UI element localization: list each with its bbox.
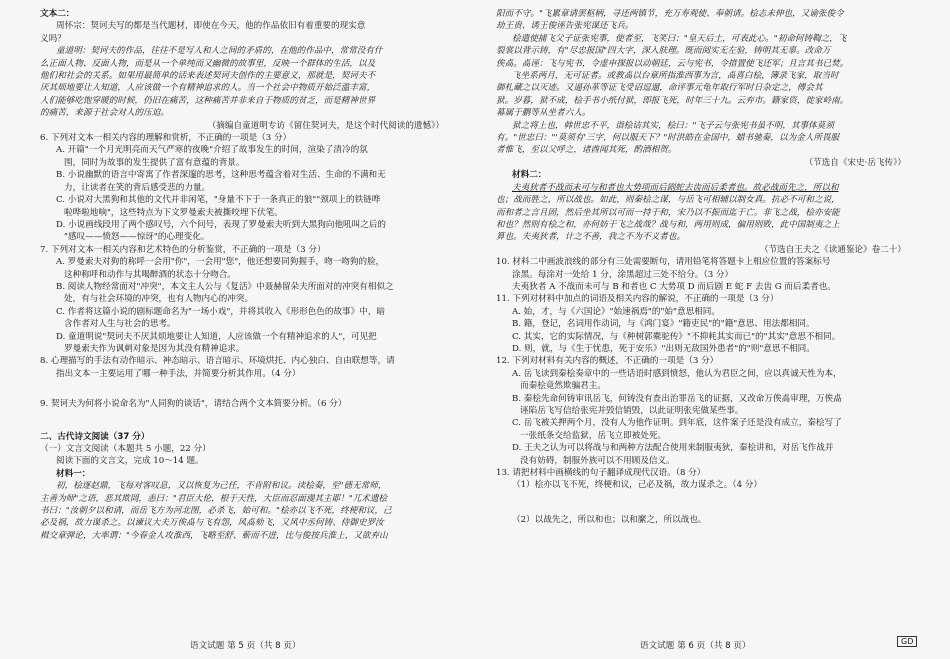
left-page-footer: 语文试题 第 5 页（共 8 页） [190, 641, 301, 651]
q8-stem-cont: 指出文本一主要运用了哪一种手法，并简要分析其作用。（4 分） [56, 368, 301, 379]
q10-marked-sentence: 夫夷狄者 A 不战而未可与 B 和者也 C 大势项 D 而后剧 E 蛇 F 去齿 G 而后柔者也。 [512, 281, 836, 292]
corner-badge: GD [897, 636, 917, 647]
q6-option-cont: 力，让读者在笑的背后感受悲的力量。 [64, 182, 211, 193]
question-8 [40, 355, 458, 380]
material1-line: 者惟飞，至以父呼之，诸酋闻其死，酌酒相贺。 [496, 145, 677, 156]
material2-line: 夫夷狄者不战而未可与和者也大势项而后剧蛇去齿而后柔者也。故必战而先之，所以和 [512, 182, 839, 193]
material2-line: 和也？然则有桧之和，亦何妨于飞之战哉？战与和，两用则成，偏用则败，此中国制夷之上 [496, 219, 840, 230]
q8-stem: 8. 心理描写的手法有动作暗示、神态暗示、语言暗示、环境烘托、内心独白、自由联想等，请 [40, 356, 395, 367]
q12-option: B. 秦桧先命何铸审讯岳飞，何铸没有查出治罪岳飞的证据，又改命万俟卨审理，万俟卨 [512, 393, 842, 404]
material1-body [40, 480, 458, 542]
material1-line: 狱。岁暮，狱不成，桧手书小纸付狱，即报飞死，时年三十九。云弃市。籍家资，徙家岭南。 [496, 95, 849, 106]
material1-line: 劫王贵、诱王俊诬告张宪谋还飞兵。 [496, 21, 634, 32]
q12-option-cont: 诬陷岳飞写信给张宪并毁信销毁，以此证明张宪做某些事。 [520, 406, 744, 416]
q7-option-cont: 含作者对人生与社会的思考。 [64, 319, 176, 330]
q7-stem: 7. 下列对文本一相关内容和艺术特色的分析鉴赏，不正确的一项是（3 分） [40, 244, 326, 255]
material1-line: 狱之将上也，韩世忠不平，诣桧诘其实，桧曰："飞子云与张宪书虽不明，其事体莫须 [512, 120, 834, 131]
material2-source: （节选自王夫之《读通鉴论》卷二十） [759, 244, 906, 255]
q11-option: C. 其实，它的实际情况，与《种树郭橐驼传》"不抑耗其实而已"的"其实"意思不相同。 [512, 331, 841, 342]
right-page-footer: 语文试题 第 6 页（共 8 页） [640, 641, 751, 651]
material1-line: 桧遣使捕飞父子证张宪事，使者至，飞笑曰："皇天后土，可表此心。"初命何铸鞫之，飞 [512, 33, 847, 44]
q13-part-2: （2）以战先之，所以和也；以和縻之，所以战也。 [512, 514, 707, 525]
q7-option: B. 阅读人物经常面对"冲突"，本文主人公与《复活》中聂赫留朵夫所面对的冲突有相似之 [56, 281, 394, 292]
question-7 [40, 244, 458, 356]
q12-option-cont: 而秦桧竟然欺骗君主。 [520, 381, 606, 392]
material1-line: 初，桧逐赵鼎，飞每对客叹息，又以恢复为己任，不肯附和议。读桧奏，至"德无常师， [56, 481, 387, 492]
section-2-heading: 二、古代诗文阅读（37 分） [40, 431, 150, 442]
q12-option-cont: 没有妨碍，制服外族可以不用顾及信义。 [520, 455, 675, 466]
text2-title: 文本二： [40, 9, 75, 19]
question-6 [40, 132, 458, 244]
q6-option: B. 小说幽默的语言中寄寓了作者深邃的思考，这种思考蕴含着对生活、生命的不满和无 [56, 170, 386, 181]
q6-option-cont: 啦哗啦地响"，这些特点为下文罗曼索夫被撕咬埋下伏笔。 [64, 207, 283, 218]
material1-line: 楫交章弹论，大率谓："今春金人攻淮西，飞略至舒、蕲而不进，比与俊按兵淮上，又欲弃山 [40, 530, 388, 541]
q7-option-cont: 处，有与社会环境的冲突，也有人物内心的冲突。 [64, 294, 254, 305]
q12-option: D. 王夫之认为可以将战与和两种方法配合使用来制服夷狄，秦桧讲和，对岳飞作战并 [512, 443, 834, 454]
reading-instructions: 阅读下面的文言文，完成 10～14 题。 [56, 456, 204, 467]
q7-option: A. 罗曼索夫对狗的称呼一会用"你"，一会用"您"，他还想要同狗握手，吻一吻狗的脸， [56, 257, 385, 268]
q6-option-cont: "感叹——愤怒——惊讶"的心理变化。 [64, 232, 210, 243]
material1-line: 幕属于鹏等从坐者六人。 [496, 108, 591, 119]
right-page-column [496, 8, 920, 526]
q11-option: D. 则，就，与《生于忧患，死于安乐》"出则无敌国外患者"的"则"意思不相同。 [512, 343, 815, 354]
material1-line: 书曰："汝朝夕以和请，而岳飞方为河北图，必杀飞，始可和。"桧亦以飞不死，终梗和议，己 [40, 506, 392, 517]
q6-option: D. 小说画线段用了两个感叹号，六个问号，表现了罗曼索夫听到大黑狗向他吼叫之后的 [56, 219, 387, 230]
text2-line: 童道明：契诃夫的作品，往往不是写人和人之间的矛盾的，在他的作品中，常常没有什 [56, 46, 383, 57]
q7-option: C. 作者将这篇小说的剧标题命名为"一场小戏"，并将其收入《形形色色的故事》中，暗 [56, 306, 386, 317]
q11-option: B. 籍，登记，名词用作动词，与《鸿门宴》"籍吏民"的"籍"意思、用法都相同。 [512, 319, 815, 330]
text2-line: 人们能够吃饱穿暖的时候，仍旧在痛苦，这种痛苦并非来自于物质的贫乏，而是精神世界 [40, 95, 376, 106]
material1-line: 御札藏之以灭迹。又逼孙革等证飞受诏逗遛，命评事元龟年取行军时日杂定之，傅会其 [496, 83, 823, 94]
text2-line: 他们和社会的关系。如果用最简单的话来表述契诃夫创作的主要意义，那就是，契诃夫不 [40, 71, 376, 82]
q6-option: A. 开篇"一个月光明亮而天气严寒的夜晚"介绍了故事发生的时间，渲染了清冷的氛 [56, 145, 368, 156]
q6-stem: 6. 下列对文本一相关内容的理解和赏析，不正确的一项是（3 分） [40, 133, 292, 144]
material1-continued [496, 8, 920, 157]
material2-line: 算也。夫夷狄者，计之不善，我之不为不义者也。 [496, 232, 686, 243]
material1-line: 必及祸，故力谋杀之。以谏议大夫万俟卨与飞有怨，风卨劾飞，又风中丞何铸、侍御史罗汝 [40, 518, 384, 529]
q11-stem: 11. 下列对材料中加点的词语及相关内容的解说，不正确的一项是（3 分） [496, 294, 779, 305]
q12-option: C. 岳飞被关押两个月，没有人为他作证明。到年底，这件案子还是没有成立，秦桧写了 [512, 418, 842, 429]
text2-line: 的痛苦，来源于社会对人的压迫。 [40, 108, 169, 119]
material2-body [496, 182, 920, 244]
q10-stem: 10. 材料二中画波浪线的部分有三处需要断句，请用铅笔将答题卡上相应位置的答案标号 [496, 257, 831, 268]
question-9: 9. 契诃夫为何将小说命名为"人同狗的谈话"，请结合两个文本简要分析。（6 分） [40, 399, 347, 410]
question-11 [496, 293, 920, 355]
section-2-1-heading: （一）文言文阅读（本题共 5 小题，22 分） [40, 444, 211, 454]
text2-line: 周怀宗：契诃夫写的都是当代题材，即使在今天，他的作品依旧有着重要的现实意 [56, 21, 366, 32]
q12-option-cont: 一张纸条交给监狱，岳飞立即被处死。 [520, 430, 667, 441]
q12-stem: 12. 下列对材料有关内容的概述，不正确的一项是（3 分） [496, 356, 719, 367]
material1-line: 阳而不守。"飞累章请罢枢柄，寻还两镇节，充万寿观使、奉朝请。桧志未伸也，又谕张俊令 [496, 9, 844, 19]
material2-line: 也；战而胜之，所以战也。如此，则秦桧之谋，与岳飞可相辅以制女真。抗必不可和之说， [496, 195, 840, 206]
q13-stem: 13. 请把材料中画横线的句子翻译成现代汉语。（8 分） [496, 468, 706, 479]
material1-title: 材料一： [56, 468, 91, 479]
q13-part-1: （1）桧亦以飞不死，终梗和议，己必及祸，故力谋杀之。（4 分） [512, 480, 762, 491]
q6-option-cont: 围，同时为故事的发生提供了富有意蕴的背景。 [64, 157, 245, 168]
text2-line: 么正面人物、反面人物，而是从一个单纯而又幽微的故事里，反映一个群体的生活，以及 [40, 58, 376, 69]
q7-option-cont: 罗曼索夫作为讽刺对象是因为其没有精神追求。 [64, 343, 245, 354]
question-12 [496, 355, 920, 467]
material1-line: 飞坐系两月，无可证者。或教卨以台章所指淮西事为言，卨喜白桧，簿录飞家，取当时 [512, 71, 839, 82]
text2-source: （摘编自童道明专访《留住契诃夫，是这个时代阅读的遗憾》） [207, 120, 444, 131]
material1-source: （节选自《宋史·岳飞传》） [804, 157, 906, 168]
material1-line: 裂裳以背示铸，有"尽忠报国"四大字，深入肤理。既而阅实无左验，铸明其无辜。改命万 [496, 46, 831, 57]
material1-line: 主善为师"之语，恶其欺罔，恚曰："君臣大伦，根于天性，大臣而忍面谩其主耶！"兀术遗桧 [40, 493, 388, 504]
question-13 [496, 467, 920, 526]
q6-option: C. 小说对大黑狗和其他的文代并非闲笔，"身量不下于一条真正的狼""颈项上的铁链哗 [56, 195, 381, 206]
material1-line: 有。"世忠曰："'莫须有'三字，何以服天下？"时洪皓在金国中，蜡书驰奏，以为金人所畏服 [496, 133, 840, 144]
material2-title: 材料二： [512, 170, 547, 181]
q7-option: D. 童道明说"契诃夫不厌其烦地要让人知道，人应该做一个有精神追求的人"，可见把 [56, 331, 377, 342]
q10-stem-cont: 涂黑。每涂对一处给 1 分，涂黑超过三处不给分。（3 分） [512, 269, 734, 280]
text2-line: 义吗？ [40, 33, 66, 44]
q11-option: A. 始，才，与《六国论》"始速祸焉"的"始"意思相同。 [512, 306, 720, 317]
material2-line: 而和者之言且固，然后坐其所以可而一持于和，宋乃以不振而迄于亡。非飞之战，桧亦安能 [496, 207, 840, 218]
question-10 [496, 256, 920, 293]
material1-line: 俟卨。卨诬：飞与宪书，令虚申探报以动朝廷，云与宪书，令措置使飞还军；且言其书已焚。 [496, 58, 849, 69]
text2-body [40, 20, 458, 119]
q12-option: A. 岳飞读到秦桧奏章中的一些话语时感到愤怒，他认为君臣之间，应以真诚天性为本， [512, 368, 842, 379]
text2-line: 厌其烦地要让人知道，人应该做一个有精神追求的人。当一个社会中物质开始泛滥丰富， [40, 83, 376, 94]
q7-option-cont: 这种称呼和动作与其喝醉酒的状态十分吻合。 [64, 269, 236, 280]
left-page-column [40, 8, 458, 542]
